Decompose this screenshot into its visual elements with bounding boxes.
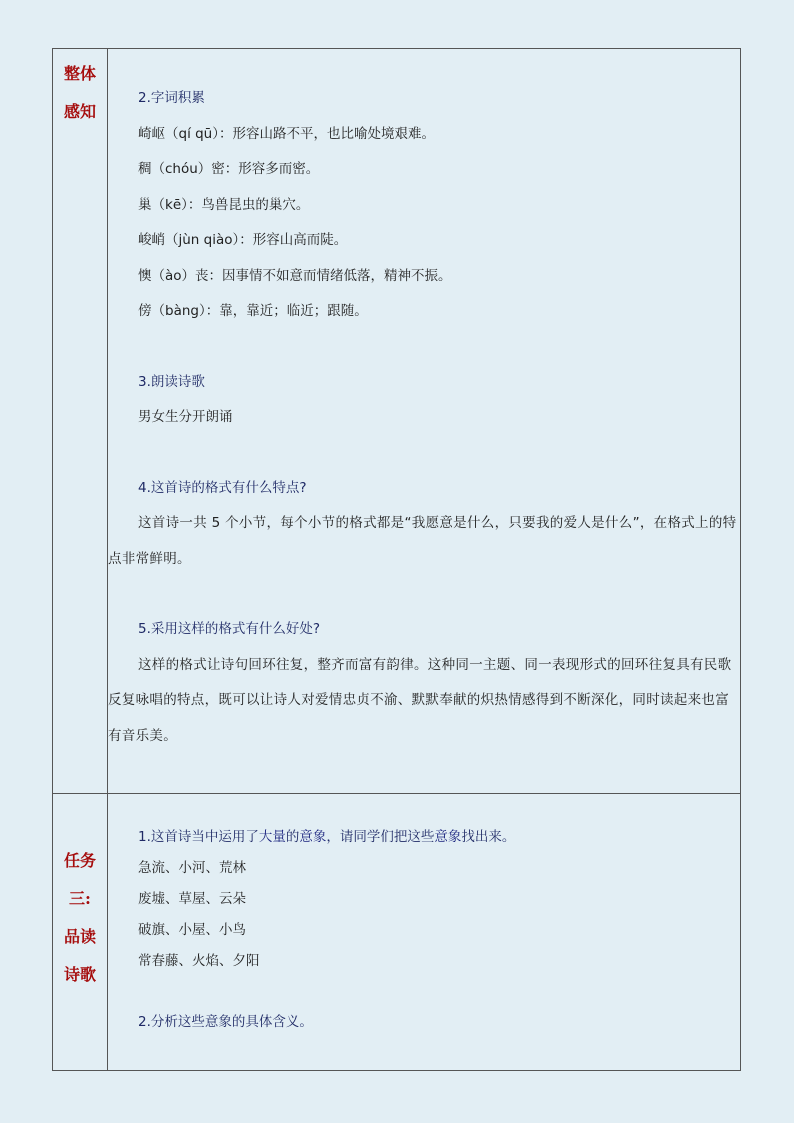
vocab-heading: 2.字词积累 [138, 90, 205, 106]
question-1-text: 找出来。 [461, 829, 516, 845]
section-content-cell [108, 794, 741, 1071]
vocab-item: 峻峭（jùn qiào）：形容山高而陡。 [138, 232, 348, 248]
question-4-answer: 这首诗一共 5 个小节，每个小节的格式都是“我愿意是什么，只要我的爱人是什么”，在格式上的特点非常鲜明。 [108, 515, 737, 567]
imagery-item: 破旗、小屋、小鸟 [138, 922, 246, 938]
lesson-table [52, 48, 741, 1071]
question-1-emphasis: 意象 [434, 829, 462, 845]
read-heading: 3.朗读诗歌 [138, 373, 205, 390]
question-1-emphasis: 意象 [299, 829, 327, 845]
read-text: 男女生分开朗诵 [138, 409, 233, 425]
section-label-line: 整体 [63, 64, 96, 83]
section-label-cell [53, 49, 108, 794]
question-2-heading: 2.分析这些意象的具体含义。 [138, 1014, 313, 1030]
section-row-task3 [53, 794, 741, 1071]
section-label [53, 794, 107, 994]
section-content-cell [108, 49, 741, 794]
imagery-item: 常春藤、火焰、夕阳 [138, 953, 260, 969]
section-row-overall [53, 49, 741, 794]
question-5-answer: 这样的格式让诗句回环往复，整齐而富有韵律。这种同一主题、同一表现形式的回环往复具有民歌反复咏唱的特点，既可以让诗人对爱情忠贞不渝、默默奉献的炽热情感得到不断深化，同时读起来也富有音乐美。 [108, 656, 732, 744]
question-5-heading: 5.采用这样的格式有什么好处? [138, 621, 321, 637]
vocab-item: 巢（kē）：鸟兽昆虫的巢穴。 [138, 196, 310, 213]
vocab-item: 懊（ào）丧：因事情不如意而情绪低落，精神不振。 [138, 267, 452, 284]
question-1-text: 1.这首诗当中运用了 [138, 829, 259, 845]
imagery-item: 废墟、草屋、云朵 [138, 891, 246, 907]
question-1-heading [108, 822, 740, 853]
question-1-text: ，请同学们把这些 [326, 829, 435, 845]
imagery-item: 急流、小河、荒林 [138, 860, 246, 876]
section-label-line: 任务 [63, 851, 96, 870]
section-label [53, 49, 107, 131]
vocab-item: 稠（chóu）密：形容多而密。 [138, 161, 320, 177]
question-1-emphasis: 大量 [258, 829, 286, 845]
section-label-line: 品读 [63, 927, 96, 946]
question-4-heading: 4.这首诗的格式有什么特点? [138, 479, 307, 496]
section-label-line: 诗歌 [63, 965, 96, 984]
section-label-line: 三: [69, 889, 91, 908]
section-label-line: 感知 [63, 102, 96, 121]
question-1-text: 的 [285, 829, 300, 845]
section-label-cell [53, 794, 108, 1071]
vocab-item: 傍（bàng）：靠，靠近；临近；跟随。 [138, 303, 368, 319]
vocab-item: 崎岖（qí qū）：形容山路不平，也比喻处境艰难。 [138, 125, 435, 142]
